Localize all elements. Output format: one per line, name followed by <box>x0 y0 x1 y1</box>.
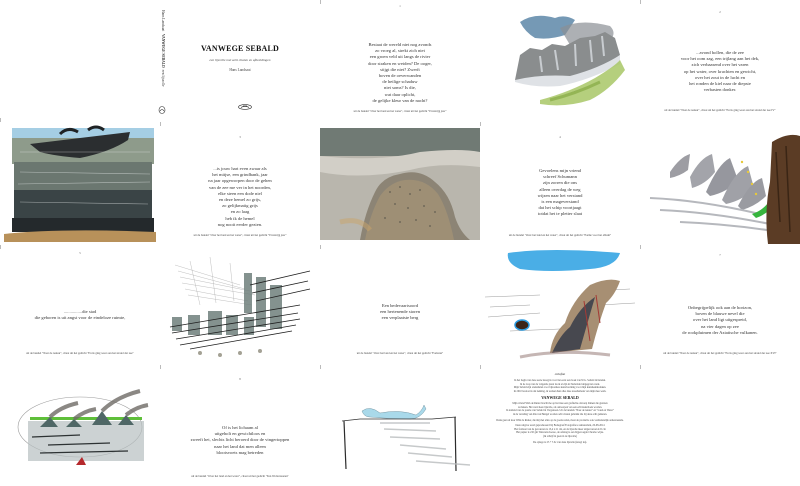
back-cover-page <box>0 0 160 122</box>
poem-line: door straken en weiden? De ooger, <box>368 60 432 66</box>
cover-subtitle: een lijsrolle met acht citaten en afbeeldingen <box>209 58 271 62</box>
cover-author: Hans Landsaat <box>229 68 251 72</box>
poem-line: Gevoelens mijn vriend <box>539 168 581 173</box>
poem-page-8 <box>160 365 320 486</box>
illustration-ship-ribs-page <box>640 122 800 245</box>
colophon-line: In het begin van deze eeuw kreeg ik voor het eerst een boek van W.G. Sebald in handen. <box>514 379 606 383</box>
page-number: 3 <box>239 135 241 139</box>
colophon-page <box>480 365 640 486</box>
colophon-line: Het formaat van de gevouwen is 15,4 x 21 cm, en de lijsrolle meer uitgevouwen 415 cm <box>514 427 606 431</box>
poem-text <box>320 42 480 104</box>
crop-mark <box>160 122 161 126</box>
poem-line: ...is jouw hart even zwaar als <box>213 166 267 171</box>
poem-page-6 <box>320 245 480 365</box>
city-lines-illustration <box>160 245 320 365</box>
poem-line: over het land ligt uitgespreid, <box>693 317 747 323</box>
poem-line: over het zout in de lucht en <box>694 74 745 80</box>
poem-line: op het water, over krachten en gewicht, <box>683 68 757 74</box>
poem-line: dat het schip voortjaagt <box>538 205 582 211</box>
poem-page-7 <box>640 245 800 365</box>
front-cover-page <box>160 0 320 122</box>
page-number: 2 <box>719 10 721 14</box>
poem-line: die geboren is uit angst voor de eindeloze ruimte, <box>34 315 126 321</box>
poem-line: wijzen naar het verstand <box>537 192 583 198</box>
poem-line: na vier dagen op zee <box>701 323 739 329</box>
colophon-line: Mijn vriend Wim de Ruiter bracht me op het idee een grafische ontwerp binnen die grenzen <box>512 402 608 406</box>
colophon-line: In de loop van de volgende jaren las ik al zijn in Nederland uitgegeven werk. <box>520 382 600 386</box>
poem-line: de heilige schaduw <box>382 79 418 85</box>
poem-page-1 <box>320 0 480 122</box>
crop-mark <box>640 365 641 369</box>
poem-line: elke steen een dode niel <box>218 190 262 196</box>
poem-line: Bestaat de wereld niet nog avonds <box>368 42 432 47</box>
poem-page-3 <box>160 122 320 245</box>
poem-source: uit de bundel "Over het land en het water", citaat uit het gedicht "Ervenrijg jaar" <box>353 109 447 113</box>
illustration-rock-page <box>480 245 640 365</box>
colophon-edition: De oplage is 25 + 5 hc van deze lijsrolle (knogt nu). <box>533 440 587 444</box>
poem-line: Of is het lichaam al <box>222 425 258 430</box>
illustration-city-page <box>160 245 320 365</box>
ship-ribs-illustration <box>640 122 800 245</box>
illustration-volcanoes-page <box>0 365 160 486</box>
poem-line: voor het oom zag, een trijlang aan het dek, <box>680 56 760 62</box>
colophon-line: Mijn Sebald zijn onderdelen voor bijzondere kunstvorming voor mijn kunstkennisdaken. <box>513 386 607 390</box>
poem-line: zo gelijkmatig grijs <box>222 203 258 209</box>
poem-line: het mitjse, een grindbank, jaar <box>212 172 268 178</box>
illustration-floating-body-page <box>320 365 480 486</box>
spine-text <box>161 10 165 120</box>
poem-line: blootsvoets mag betreden <box>216 449 264 455</box>
poem-page-4 <box>480 122 640 245</box>
poem-line: zijn zorren die ons <box>542 180 578 186</box>
poem-source: uit de bundel "Naar de natuur", citaat uit het gedicht "En ik ging weer aan het strand der zee IV" <box>664 108 776 112</box>
poem-line: een verplaatste berg <box>381 315 419 321</box>
spine-author: Hans Landsaat <box>161 10 165 32</box>
crop-mark <box>0 245 1 249</box>
poem-text <box>160 425 320 456</box>
crop-mark <box>640 245 641 249</box>
spine-subtitle: een lijsrolle <box>161 69 165 87</box>
poem-line: zich verbaasend over het varen <box>691 62 749 68</box>
crop-mark <box>160 365 161 369</box>
spine-title: VANWEGE SEBALD <box>161 33 165 68</box>
poem-line: na jaar opgeworpen door de gehen <box>208 178 272 184</box>
poem-line: boven de oeverwanden <box>378 73 422 79</box>
poem-line: ...avond bollen, die de zee <box>696 50 744 55</box>
colophon-line: Deze uitgave werd geproduceerd bij Bodegraaf Fotografie te Amsterdam, 20-08-2014 <box>515 424 605 428</box>
poem-source: uit de bundel "Naar de natuur", citaat uit het gedicht "En ik ging weer aan het strand der zee XVI" <box>663 351 777 355</box>
poem-line: ................die stad <box>63 309 97 314</box>
poem-text <box>640 50 800 93</box>
poem-text <box>320 303 480 322</box>
illustration-gravel-page <box>320 122 480 245</box>
poem-line: heb ik de hemel <box>225 215 255 221</box>
poem-line: niet soms? Is die, <box>384 85 416 91</box>
poem-line: zweeft het, slechts licht beroerd door de vingertoppen <box>190 437 290 443</box>
poem-line: is een mageverstand <box>541 199 579 205</box>
poem-line: en deze hemel zo grijs, <box>218 197 262 203</box>
colophon-title: VANWEGE SEBALD <box>541 395 579 401</box>
cover-title: VANWEGE SEBALD <box>200 44 279 53</box>
crop-mark <box>480 122 481 126</box>
poem-line: het ronden de kiel naar de diepste <box>689 81 751 87</box>
poem-line: een groen veld uit langs de rivier <box>369 54 431 60</box>
poem-text <box>0 309 160 321</box>
poem-line: Onbegrijpelijk ook aan de horizon, <box>687 305 753 310</box>
poem-line: van de zee me ver in het noorden, <box>209 184 271 190</box>
floating-body-illustration <box>320 365 480 486</box>
poem-line: boven de blauwe nevel die <box>695 311 745 317</box>
spine-logo-icon <box>158 106 166 114</box>
page-number: 1 <box>399 4 401 8</box>
book-spine <box>157 6 167 118</box>
poem-line: stijgt die niet? Zwerft <box>380 66 420 72</box>
blank-end-page <box>640 365 800 486</box>
crop-mark <box>640 0 641 4</box>
colophon-line: (Ik schrijf in geen in de lijsrolle) <box>543 434 577 438</box>
poem-line: verbasten donker. <box>703 87 737 93</box>
poem-line: en zo laag <box>230 209 250 215</box>
page-number: 8 <box>239 377 241 381</box>
poem-page-5 <box>0 245 160 365</box>
boat-illustration <box>0 122 160 245</box>
poem-line: naar het land dat men alleen <box>214 443 266 449</box>
poem-source: uit de bundel "Over het land en het water", citaat uit het gedicht "Poëtie voor het album" <box>508 233 612 237</box>
rock-sea-illustration <box>480 245 640 365</box>
colophon-line: in de vertaling van Ria van Hengel worden acht citaten gebruikt die bij deze acht gemeten. <box>512 412 608 416</box>
poem-line: Een bedevaartsoord <box>381 303 419 308</box>
poem-line: de gelijke kleur van de nacht? <box>372 97 428 103</box>
page-number: 4 <box>559 135 561 139</box>
mountains-illustration <box>480 0 640 122</box>
poem-source: uit de bundel "Over het land en het water", citaat uit het gedicht "Ervenrijg jaar" <box>193 233 287 237</box>
poem-line: totdat het te pletter slaat <box>537 211 583 217</box>
colophon-line: In leidend van de poëzie van Sebald in Vorgelesen. Uit de bundels "Naar de natuur" en "Land en Water" <box>506 409 614 413</box>
colophon-line: Het papier is 210 gm Tintoretto/Gesso, de omslag is een bijgevoegde Chromo wijze. <box>516 431 604 435</box>
colophon-line: In 2010 besloot ik dat neiking, ik werken hun alles mee tessellemens van mijn mee werk. <box>513 389 607 393</box>
colophon-paragraph-3 <box>488 424 632 438</box>
poem-source: uit de bundel "Naar de natuur", citaat uit het gedicht "En ik ging weer aan het strand der zee" <box>26 351 134 355</box>
poem-page-2 <box>640 0 800 122</box>
poem-line: zo vroeg al, strekt zich niet <box>375 48 425 54</box>
poem-line: wat daar oplicht, <box>384 91 416 97</box>
poem-line: nog nooit eerder gezien. <box>217 221 263 227</box>
illustration-mountains-page <box>480 0 640 122</box>
poem-text <box>480 168 640 218</box>
crop-mark <box>480 365 481 369</box>
poem-source: uit de bundel "Over het land en het water", citaat uit het gedicht "Pomonn" <box>356 351 444 355</box>
colophon-paragraph-1 <box>488 379 632 393</box>
gravel-shore-illustration <box>320 122 480 245</box>
publisher-logo-icon <box>238 104 252 110</box>
poem-text <box>640 305 800 336</box>
colophon-paragraph-2 <box>488 402 632 416</box>
illustration-boat-page <box>0 122 160 245</box>
volcanoes-illustration <box>0 365 160 486</box>
colophon-heading: colofon <box>554 372 566 376</box>
colophon-line: te maken. Het werd deze lijsrolle, als ontwerpen van een echt kunstboek worden. <box>517 405 603 409</box>
poem-source: uit de bundel "Over het land en het water", citaat uit het gedicht "Een Wolterreuzen" <box>191 474 289 478</box>
poem-line: een hertenende storen <box>379 309 421 315</box>
poem-text <box>160 166 320 228</box>
poem-line: uitgeholt en gewichtloos en <box>214 431 266 437</box>
poem-line: schreef Schumann <box>543 174 577 180</box>
page-number: 5 <box>79 251 81 255</box>
page-number: 7 <box>719 253 721 257</box>
colophon-thanks: Dank gaat uit naar Wim de Ruiter, die mij met alles op de goede reden, maar de productie ook verdienstelijk ondersteunde. <box>496 418 624 422</box>
crop-mark <box>320 245 321 249</box>
colophon <box>488 373 632 447</box>
poem-line: de rookpluimen der Aziatische vulkanen. <box>682 329 758 335</box>
poem-line: alleen overdag de weg <box>539 186 581 192</box>
